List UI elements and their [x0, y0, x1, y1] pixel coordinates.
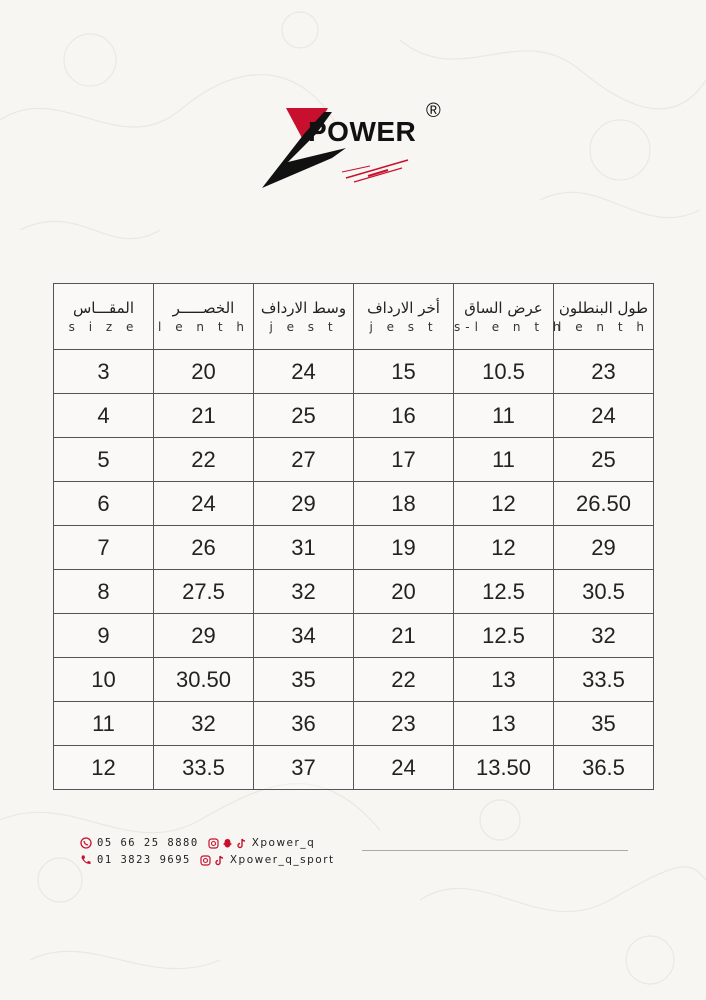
- whatsapp-number: 05 66 25 8880: [97, 837, 199, 849]
- header-label-en: s-l e n t h: [454, 320, 566, 334]
- table-cell: 27: [254, 438, 354, 482]
- table-cell: 17: [354, 438, 454, 482]
- table-cell: 34: [254, 614, 354, 658]
- header-label-en: l e n t h: [158, 320, 249, 334]
- table-cell: 29: [254, 482, 354, 526]
- registered-mark: ®: [426, 100, 441, 122]
- brand-name: POWER: [308, 116, 417, 147]
- table-cell: 24: [354, 746, 454, 790]
- table-cell: 33.5: [154, 746, 254, 790]
- table-cell: 23: [554, 350, 654, 394]
- table-cell: 12: [54, 746, 154, 790]
- table-cell: 21: [354, 614, 454, 658]
- phone-number: 01 3823 9695: [97, 854, 191, 866]
- table-cell: 26.50: [554, 482, 654, 526]
- table-cell: 23: [354, 702, 454, 746]
- table-row: [54, 746, 654, 790]
- phone-icon: [80, 854, 92, 866]
- table-cell: 22: [354, 658, 454, 702]
- table-header: [54, 284, 654, 350]
- tiktok-icon: [214, 855, 225, 866]
- table-cell: 32: [154, 702, 254, 746]
- header-label-ar: طول البنطلون: [558, 299, 649, 317]
- header-label-en: s i z e: [68, 320, 139, 334]
- table-cell: 11: [454, 438, 554, 482]
- table-cell: 35: [554, 702, 654, 746]
- table-row: [54, 702, 654, 746]
- table-cell: 36.5: [554, 746, 654, 790]
- table-cell: 12.5: [454, 614, 554, 658]
- table-cell: 30.5: [554, 570, 654, 614]
- header-size: [54, 284, 154, 350]
- table-cell: 32: [254, 570, 354, 614]
- table-cell: 29: [554, 526, 654, 570]
- table-cell: 37: [254, 746, 354, 790]
- table-cell: 31: [254, 526, 354, 570]
- table-cell: 29: [154, 614, 254, 658]
- table-cell: 24: [554, 394, 654, 438]
- header-label-en: j e s t: [269, 320, 338, 334]
- xpower-logo: [258, 100, 448, 192]
- table-cell: 13: [454, 702, 554, 746]
- table-row: [54, 658, 654, 702]
- table-row: [54, 614, 654, 658]
- instagram-icon: [200, 855, 211, 866]
- table-cell: 8: [54, 570, 154, 614]
- size-chart-table: [53, 283, 654, 790]
- table-cell: 20: [154, 350, 254, 394]
- table-cell: 13.50: [454, 746, 554, 790]
- header-label-ar: الخصـــــر: [172, 299, 235, 317]
- table-cell: 24: [254, 350, 354, 394]
- table-cell: 10: [54, 658, 154, 702]
- header-mid-hip: [254, 284, 354, 350]
- table-row: [54, 394, 654, 438]
- table-cell: 20: [354, 570, 454, 614]
- header-low-hip: [354, 284, 454, 350]
- table-cell: 11: [454, 394, 554, 438]
- contact-row-whatsapp: [80, 837, 315, 849]
- header-leg-width: [454, 284, 566, 350]
- social-handle: Xpower_q: [251, 837, 316, 849]
- table-cell: 25: [554, 438, 654, 482]
- contact-row-phone: [80, 854, 335, 866]
- header-label-ar: عرض الساق: [464, 299, 543, 317]
- footer-divider: [362, 850, 628, 851]
- table-cell: 26: [154, 526, 254, 570]
- header-label-en: j e s t: [369, 320, 438, 334]
- header-label-en: l e n t h: [558, 320, 649, 334]
- table-cell: 18: [354, 482, 454, 526]
- table-cell: 3: [54, 350, 154, 394]
- table-cell: 11: [54, 702, 154, 746]
- table-cell: 19: [354, 526, 454, 570]
- table-cell: 12: [454, 526, 554, 570]
- snapchat-icon: [222, 838, 233, 849]
- table-cell: 35: [254, 658, 354, 702]
- table-cell: 21: [154, 394, 254, 438]
- table-cell: 27.5: [154, 570, 254, 614]
- instagram-icon: [208, 838, 219, 849]
- tiktok-icon: [236, 838, 247, 849]
- table-cell: 15: [354, 350, 454, 394]
- table-cell: 24: [154, 482, 254, 526]
- table-row: [54, 350, 654, 394]
- table-row: [54, 526, 654, 570]
- header-waist: [154, 284, 254, 350]
- table-row: [54, 438, 654, 482]
- table-body: [54, 350, 654, 790]
- whatsapp-icon: [80, 837, 92, 849]
- header-label-ar: أخر الارداف: [367, 299, 440, 317]
- table-cell: 9: [54, 614, 154, 658]
- table-cell: 13: [454, 658, 554, 702]
- table-cell: 16: [354, 394, 454, 438]
- table-cell: 4: [54, 394, 154, 438]
- table-cell: 7: [54, 526, 154, 570]
- table-cell: 6: [54, 482, 154, 526]
- table-row: [54, 482, 654, 526]
- table-cell: 36: [254, 702, 354, 746]
- table-row: [54, 570, 654, 614]
- table-cell: 22: [154, 438, 254, 482]
- table-cell: 25: [254, 394, 354, 438]
- table-cell: 10.5: [454, 350, 554, 394]
- header-label-ar: وسط الارداف: [260, 299, 347, 317]
- header-pant-length: [554, 284, 654, 350]
- table-cell: 12: [454, 482, 554, 526]
- table-cell: 30.50: [154, 658, 254, 702]
- table-cell: 12.5: [454, 570, 554, 614]
- header-label-ar: المقـــاس: [72, 299, 135, 317]
- table-cell: 33.5: [554, 658, 654, 702]
- social-handle: Xpower_q_sport: [229, 854, 335, 866]
- table-cell: 5: [54, 438, 154, 482]
- table-cell: 32: [554, 614, 654, 658]
